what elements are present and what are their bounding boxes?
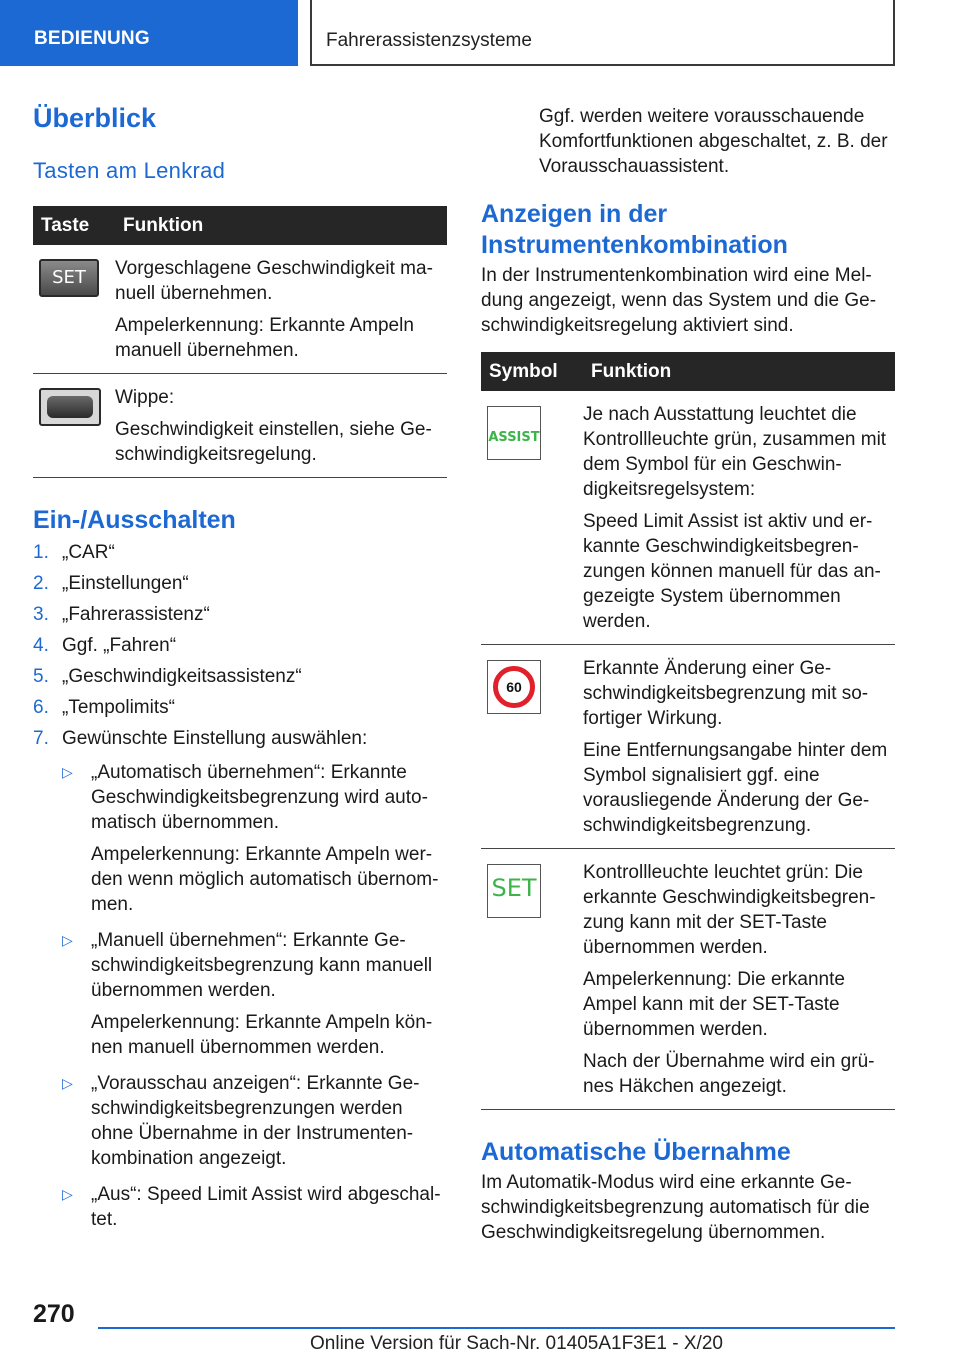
option-item: ▷ „Manuell übernehmen“: Erkannte Ge-schwindigkeitsbegrenzung kann manuell übernommen werden. Ampelerkennung: Erkannte Ampeln kön-nen manuell übernommen werden. — [62, 930, 433, 1058]
list-item: 7. Gewünschte Einstellung auswählen: ▷ „Automatisch übernehmen“: Erkannte Geschwindigkeitsbegrenzung wird auto-matisch übernommen. Ampelerkennung: Erkannte Ampeln wer-den wenn möglich automatisch übernom-men. ▷ „Manuell übernehmen“: Erkannte Ge-schwindigkeitsbegrenzung kann manuell übernommen werden. Ampelerkennung: Erkannte Ampeln kön-nen manuell übernommen werden. ▷ „Vorausschau anzeigen“: Erkannte Ge-schwindigkeitsbegrenzungen werden ohne Übernahme in der Instrumenten-kombination angezeigt. ▷ „Aus“: Speed Limit Assist wird abgeschal-tet. — [33, 726, 447, 1232]
table-row — [33, 374, 447, 478]
triangle-bullet-icon: ▷ — [62, 1075, 73, 1091]
rocker-switch-icon — [39, 388, 101, 426]
triangle-bullet-icon: ▷ — [62, 764, 73, 780]
buttons-table — [33, 206, 447, 478]
table-row — [33, 245, 447, 374]
left-column — [33, 100, 447, 1243]
table-row: 60 Erkannte Änderung einer Ge-schwindigkeitsbegrenzung mit so-fortiger Wirkung. Eine Entfernungsangabe hinter dem Symbol signalisiert ggf. eine vorausliegende Änderung der Ge-schwindigkeitsbegrenzung. — [481, 645, 895, 849]
triangle-bullet-icon: ▷ — [62, 932, 73, 948]
triangle-bullet-icon: ▷ — [62, 1186, 73, 1202]
row-text: Vorgeschlagene Geschwindigkeit ma-nuell übernehmen. — [115, 258, 433, 304]
option-item: ▷ „Aus“: Speed Limit Assist wird abgeschal-tet. — [62, 1184, 441, 1230]
table-header-taste: Taste — [33, 206, 115, 245]
display-heading: Anzeigen in der Instrumentenkombination — [481, 200, 788, 259]
list-item: 1. „CAR“ — [33, 542, 115, 563]
section-tab: BEDIENUNG — [0, 0, 298, 66]
option-item: ▷ „Vorausschau anzeigen“: Erkannte Ge-schwindigkeitsbegrenzungen werden ohne Übernahme in der Instrumenten-kombination angezeigt. — [62, 1073, 420, 1169]
row-text: Geschwindigkeit einstellen, siehe Ge-schwindigkeitsregelung. — [115, 419, 432, 465]
footer-divider — [98, 1327, 895, 1329]
set-indicator-icon: SET — [487, 864, 541, 918]
list-item: 3. „Fahrerassistenz“ — [33, 604, 210, 625]
auto-takeover-heading: Automatische Übernahme — [481, 1138, 791, 1166]
auto-takeover-text: Im Automatik-Modus wird eine erkannte Ge-schwindigkeitsbegrenzung automatisch für die Geschwindigkeitsregelung übernommen. — [481, 1172, 870, 1243]
list-item: 5. „Geschwindigkeitsassistenz“ — [33, 666, 302, 687]
table-row: SET Kontrollleuchte leuchtet grün: Die erkannte Geschwindigkeitsbegren-zung kann mit der SET-Taste übernommen werden. Ampelerkennung: Die erkannte Ampel kann mit der SET-Taste übernommen werden. Nach der Übernahme wird ein grü-nes Häkchen angezeigt. — [481, 849, 895, 1110]
row-text: Ampelerkennung: Erkannte Ampeln manuell übernehmen. — [115, 315, 414, 361]
steering-wheel-buttons-heading: Tasten am Lenkrad — [33, 158, 226, 183]
page-number: 270 — [33, 1300, 75, 1328]
list-item: 4. Ggf. „Fahren“ — [33, 635, 177, 656]
assist-indicator-icon: ASSIST — [487, 406, 541, 460]
table-row: ASSIST Je nach Ausstattung leuchtet die Kontrollleuchte grün, zusammen mit dem Symbol für ein Geschwin-digkeitsregelsystem: Speed Limit Assist ist aktiv und er-kannte Geschwindigkeitsbegren-zungen können manuell für das an-gezeigte System übernommen werden. — [481, 391, 895, 645]
table-header-funktion: Funktion — [583, 352, 895, 391]
table-header-funktion: Funktion — [115, 206, 447, 245]
footer-note: Online Version für Sach-Nr. 01405A1F3E1 - X/20 — [310, 1333, 723, 1354]
overview-heading: Überblick — [33, 103, 157, 133]
list-item: 2. „Einstellungen“ — [33, 573, 189, 594]
page-header — [0, 0, 960, 66]
row-text: Wippe: — [115, 387, 175, 408]
steps-list — [33, 540, 447, 1232]
symbols-table — [481, 352, 895, 1110]
table-header-symbol: Symbol — [481, 352, 583, 391]
chapter-title: Fahrerassistenzsysteme — [310, 0, 895, 66]
speed-limit-60-icon: 60 — [487, 660, 541, 714]
options-list — [62, 760, 447, 1232]
display-text: In der Instrumentenkombination wird eine Mel-dung angezeigt, wenn das System und die Ge-schwindigkeitsregelung aktiviert sind. — [481, 265, 877, 336]
set-button-icon: SET — [39, 259, 99, 297]
right-column — [481, 100, 895, 1245]
option-item: ▷ „Automatisch übernehmen“: Erkannte Geschwindigkeitsbegrenzung wird auto-matisch übernommen. Ampelerkennung: Erkannte Ampeln wer-den wenn möglich automatisch übernom-men. — [62, 762, 439, 915]
on-off-heading: Ein-/Ausschalten — [33, 506, 236, 534]
list-item: 6. „Tempolimits“ — [33, 697, 175, 718]
intro-text: Ggf. werden weitere vorausschauende Komfortfunktionen abgeschaltet, z. B. der Vorausschauassistent. — [539, 106, 888, 177]
